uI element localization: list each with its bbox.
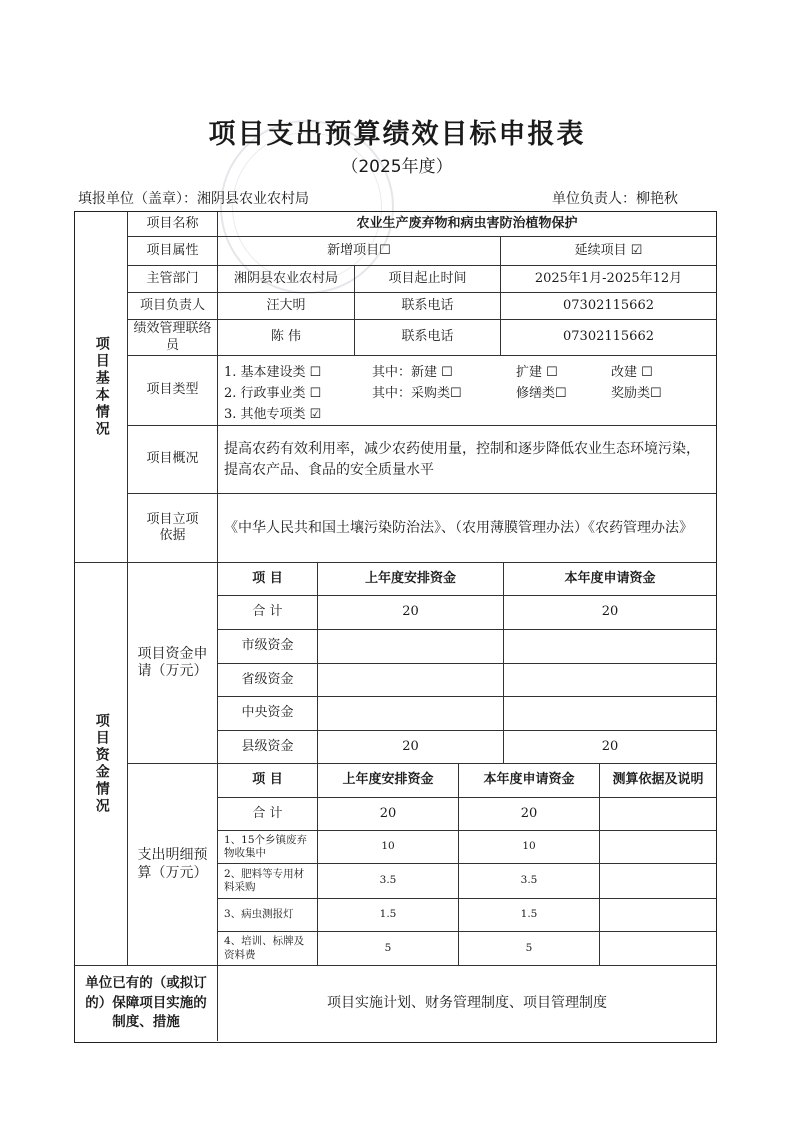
detail-row-note <box>600 899 716 932</box>
detail-row-name: 3、病虫测报灯 <box>218 899 318 932</box>
type-repair: 修缮类☐ <box>516 386 567 401</box>
detail-row-name: 4、培训、标牌及资料费 <box>218 932 318 966</box>
leader-phone-label: 联系电话 <box>355 293 501 320</box>
funds-row-name: 中央资金 <box>218 697 318 731</box>
detail-label: 支出明细预算（万元） <box>128 764 218 966</box>
funds-row-last: 20 <box>318 731 504 764</box>
performance-table <box>74 211 717 1043</box>
detail-row-this: 20 <box>459 798 600 831</box>
basis-value: 《中华人民共和国土壤污染防治法》、（农用薄膜管理办法）《农药管理办法》 <box>218 494 716 563</box>
unit-name: 湘阴县农业农村局 <box>197 191 309 207</box>
detail-row-note <box>600 932 716 966</box>
detail-row-this: 5 <box>459 932 600 966</box>
page-subtitle: （2025年度） <box>341 157 453 177</box>
unit-head-label: 单位负责人： <box>552 191 636 207</box>
detail-row-note <box>600 864 716 899</box>
funds-row-this <box>504 664 716 697</box>
funds-row-this: 20 <box>504 731 716 764</box>
funds-row-name: 市级资金 <box>218 630 318 664</box>
funds-header-this: 本年度申请资金 <box>504 563 716 596</box>
contact-phone-label: 联系电话 <box>355 320 501 356</box>
detail-header-note: 测算依据及说明 <box>600 764 716 798</box>
leader-phone: 07302115662 <box>501 293 716 320</box>
contact-value: 陈 伟 <box>218 320 355 356</box>
funds-row-this <box>504 697 716 731</box>
attr-new: 新增项目☐ <box>218 237 501 266</box>
contact-phone: 07302115662 <box>501 320 716 356</box>
funds-row-this <box>504 630 716 664</box>
detail-row-name: 合 计 <box>218 798 318 831</box>
funds-row-name: 合 计 <box>218 596 318 630</box>
detail-header-this: 本年度申请资金 <box>459 764 600 798</box>
funds-row-this: 20 <box>504 596 716 630</box>
overview-value: 提高农药有效利用率，减少农药使用量，控制和逐步降低农业生态环境污染，提高农产品、食品的安全质量水平 <box>218 426 716 494</box>
guarantee-label: 单位已有的（或拟订的）保障项目实施的制度、措施 <box>75 966 218 1041</box>
detail-row-this: 1.5 <box>459 899 600 932</box>
detail-row-note <box>600 798 716 831</box>
funds-row-last: 20 <box>318 596 504 630</box>
type-label: 项目类型 <box>128 356 218 426</box>
type-basic-construction: 1. 基本建设类 ☐ <box>224 365 322 380</box>
overview-label: 项目概况 <box>128 426 218 494</box>
leader-value: 汪大明 <box>218 293 355 320</box>
type-reward: 奖励类☐ <box>611 386 662 401</box>
type-other-special: 3. 其他专项类 ☑ <box>224 407 322 422</box>
funds-section-label: 项目资金情况 <box>75 563 128 966</box>
type-expand: 扩建 ☐ <box>516 365 558 380</box>
detail-row-name: 1、15个乡镇废弃物收集中 <box>218 831 318 864</box>
funds-row-last <box>318 664 504 697</box>
detail-row-last: 1.5 <box>318 899 459 932</box>
dept-value: 湘阴县农业农村局 <box>218 266 355 293</box>
dept-label: 主管部门 <box>128 266 218 293</box>
period-label: 项目起止时间 <box>355 266 501 293</box>
leader-label: 项目负责人 <box>128 293 218 320</box>
basis-label: 项目立项依据 <box>128 494 218 563</box>
contact-label: 绩效管理联络员 <box>128 320 218 356</box>
detail-row-last: 5 <box>318 932 459 966</box>
funds-row-last <box>318 630 504 664</box>
name-label: 项目名称 <box>128 212 218 237</box>
detail-row-note <box>600 831 716 864</box>
page-title: 项目支出预算绩效目标申报表 <box>208 119 586 150</box>
unit-head-name: 柳艳秋 <box>636 191 678 207</box>
basic-section-label: 项目基本情况 <box>75 212 128 563</box>
detail-row-last: 3.5 <box>318 864 459 899</box>
type-admin: 2. 行政事业类 ☐ <box>224 386 322 401</box>
detail-row-name: 2、肥料等专用材料采购 <box>218 864 318 899</box>
type-new-build: 其中：新建 ☐ <box>372 365 453 380</box>
funds-row-name: 县级资金 <box>218 731 318 764</box>
unit-head <box>552 188 678 208</box>
unit-label: 填报单位（盖章）： <box>78 191 197 207</box>
funds-row-name: 省级资金 <box>218 664 318 697</box>
detail-row-this: 10 <box>459 831 600 864</box>
attr-label: 项目属性 <box>128 237 218 266</box>
period-value: 2025年1月-2025年12月 <box>501 266 716 293</box>
attr-continue: 延续项目 ☑ <box>501 237 716 266</box>
funds-header-item: 项 目 <box>218 563 318 596</box>
guarantee-value: 项目实施计划、财务管理制度、项目管理制度 <box>327 994 607 1011</box>
detail-row-last: 10 <box>318 831 459 864</box>
funds-header-last: 上年度安排资金 <box>318 563 504 596</box>
type-options <box>218 356 716 426</box>
funds-apply-label: 项目资金申请（万元） <box>128 563 218 764</box>
type-rebuild: 改建 ☐ <box>611 365 653 380</box>
detail-header-last: 上年度安排资金 <box>318 764 459 798</box>
unit-line <box>78 188 718 210</box>
type-purchase: 其中：采购类☐ <box>372 386 462 401</box>
name-value: 农业生产废弃物和病虫害防治植物保护 <box>218 212 716 237</box>
detail-row-this: 3.5 <box>459 864 600 899</box>
detail-row-last: 20 <box>318 798 459 831</box>
detail-header-item: 项 目 <box>218 764 318 798</box>
funds-row-last <box>318 697 504 731</box>
